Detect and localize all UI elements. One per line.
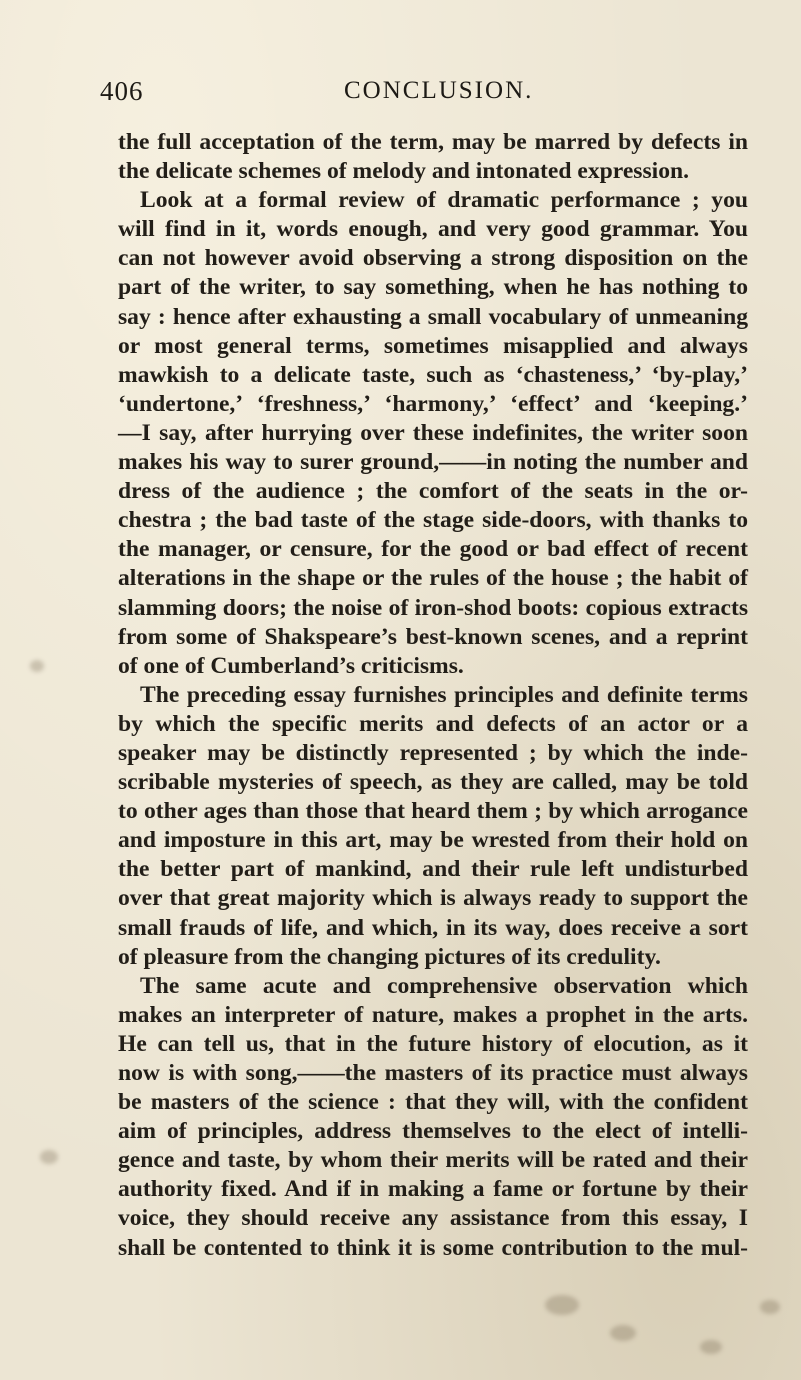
paragraph-1 [118, 128, 748, 186]
paper-stain [610, 1325, 636, 1341]
text-line: gence and taste, by whom their merits will be rated and their [118, 1147, 748, 1174]
text-line: of one of Cumberland’s criticisms. [118, 652, 464, 679]
text-line: shall be contented to think it is some contribution to the mul- [118, 1234, 748, 1261]
text-line: alterations in the shape or the rules of the house ; the habit of [118, 565, 748, 592]
paragraph-3 [118, 681, 748, 972]
paragraph-2 [118, 186, 748, 681]
paper-stain [545, 1295, 579, 1315]
section-title: CONCLUSION. [344, 77, 534, 104]
text-line: now is with song,——the masters of its practice must always [118, 1060, 748, 1086]
text-line: He can tell us, that in the future history of elocution, as it [118, 1030, 748, 1057]
page-number: 406 [100, 76, 144, 106]
text-line: dress of the audience ; the comfort of the seats in the or- [118, 478, 748, 505]
paper-stain [40, 1150, 58, 1164]
text-line: the full acceptation of the term, may be marred by defects in [118, 129, 748, 155]
text-line: —I say, after hurrying over these indefinites, the writer soon [118, 419, 748, 446]
text-line: the manager, or censure, for the good or bad effect of recent [118, 536, 748, 563]
text-line: by which the specific merits and defects of an actor or a [118, 710, 748, 737]
text-line: from some of Shakspeare’s best-known scenes, and a reprint [118, 623, 748, 650]
text-line: chestra ; the bad taste of the stage side-doors, with thanks to [118, 507, 748, 534]
text-line: makes his way to surer ground,——in noting the number and [118, 449, 748, 476]
text-line: the better part of mankind, and their rule left undisturbed [118, 856, 748, 883]
text-line: slamming doors; the noise of iron-shod boots: copious extracts [118, 594, 748, 621]
text-line: small frauds of life, and which, in its way, does receive a sort [118, 914, 748, 941]
text-line: be masters of the science : that they will, with the confident [118, 1089, 748, 1116]
text-line: scribable mysteries of speech, as they are called, may be told [118, 769, 748, 796]
text-line: voice, they should receive any assistance from this essay, I [118, 1205, 748, 1232]
text-line: aim of principles, address themselves to the elect of intelli- [118, 1118, 748, 1145]
text-line: mawkish to a delicate taste, such as ‘chasteness,’ ‘by-play,’ [118, 361, 748, 388]
text-line: makes an interpreter of nature, makes a prophet in the arts. [118, 1001, 748, 1028]
text-line: will find in it, words enough, and very good grammar. You [118, 216, 748, 243]
text-line: The preceding essay furnishes principles and definite terms [140, 681, 748, 708]
running-head [100, 76, 740, 110]
text-line: over that great majority which is always ready to support the [118, 885, 748, 912]
text-line: of pleasure from the changing pictures of its credulity. [118, 943, 661, 970]
text-line: and imposture in this art, may be wrested from their hold on [118, 827, 748, 854]
text-line: authority fixed. And if in making a fame or fortune by their [118, 1176, 748, 1203]
text-line: the delicate schemes of melody and intonated expression. [118, 158, 690, 185]
body-text [118, 128, 748, 1263]
paragraph-4 [118, 972, 748, 1263]
text-line: part of the writer, to say something, when he has nothing to [118, 274, 748, 301]
text-line: ‘undertone,’ ‘freshness,’ ‘harmony,’ ‘effect’ and ‘keeping.’ [118, 390, 748, 417]
text-line: The same acute and comprehensive observation which [140, 972, 748, 999]
text-line: say : hence after exhausting a small vocabulary of unmeaning [118, 303, 748, 330]
text-line: can not however avoid observing a strong disposition on the [118, 245, 748, 272]
text-line: Look at a formal review of dramatic performance ; you [140, 187, 748, 214]
paper-stain [700, 1340, 722, 1354]
text-line: to other ages than those that heard them ; by which arrogance [118, 798, 748, 825]
paper-stain [30, 660, 44, 672]
paper-stain [760, 1300, 780, 1314]
text-line: speaker may be distinctly represented ; by which the inde- [118, 739, 748, 766]
text-line: or most general terms, sometimes misapplied and always [118, 332, 748, 359]
